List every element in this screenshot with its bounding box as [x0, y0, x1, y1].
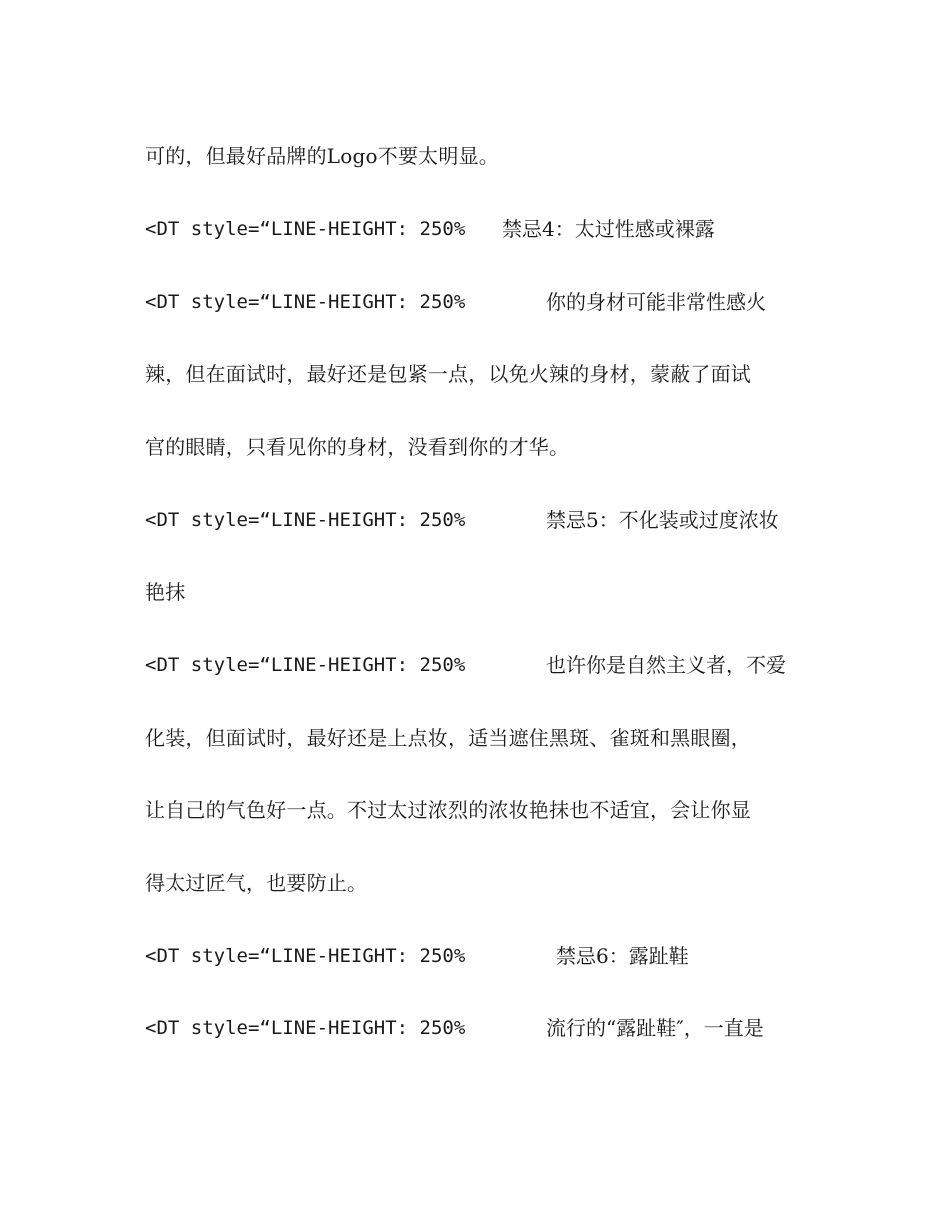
paragraph-line: 流行的“露趾鞋″，一直是: [546, 1016, 764, 1040]
paragraph-line: 化装，但面试时，最好还是上点妆，适当遮住黑斑、雀斑和黑眼圈，: [145, 726, 751, 750]
heading-taboo-6: 禁忌6：露趾鞋: [556, 944, 689, 968]
heading-taboo-5: 禁忌5：不化装或过度浓妆: [546, 508, 779, 532]
paragraph-line: 可的，但最好品牌的Logo不要太明显。: [145, 144, 499, 168]
code-fragment: <DT style=“LINE-HEIGHT: 250%: [145, 654, 466, 676]
paragraph-line: 你的身材可能非常性感火: [546, 290, 766, 314]
paragraph-line: 让自己的气色好一点。不过太过浓烈的浓妆艳抹也不适宜，会让你显: [145, 798, 751, 822]
paragraph-line: 艳抹: [145, 580, 186, 604]
paragraph-line: 得太过匠气，也要防止。: [145, 871, 368, 895]
heading-taboo-4: 禁忌4：太过性感或裸露: [502, 217, 715, 241]
code-fragment: <DT style=“LINE-HEIGHT: 250%: [145, 1017, 466, 1039]
code-fragment: <DT style=“LINE-HEIGHT: 250%: [145, 291, 466, 313]
code-fragment: <DT style=“LINE-HEIGHT: 250%: [145, 509, 466, 531]
paragraph-line: 辣，但在面试时，最好还是包紧一点，以免火辣的身材，蒙蔽了面试: [145, 362, 751, 386]
code-fragment: <DT style=“LINE-HEIGHT: 250%: [145, 945, 466, 967]
code-fragment: <DT style=“LINE-HEIGHT: 250%: [145, 218, 466, 240]
paragraph-line: 也许你是自然主义者，不爱: [546, 653, 786, 677]
paragraph-line: 官的眼睛，只看见你的身材，没看到你的才华。: [145, 435, 570, 459]
